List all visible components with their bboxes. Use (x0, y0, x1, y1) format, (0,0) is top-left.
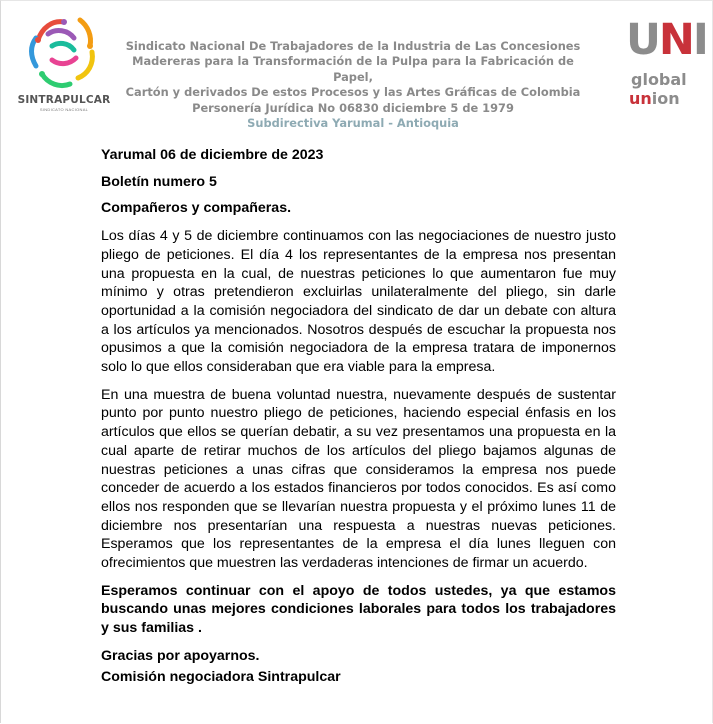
signature: Comisión negociadora Sintrapulcar (101, 669, 341, 685)
header-line-1: Sindicato Nacional De Trabajadores de la Industria de Las Concesiones (125, 39, 581, 53)
thanks-line: Gracias por apoyarnos. (101, 647, 260, 664)
letter-date: Yarumal 06 de diciembre de 2023 (101, 147, 324, 163)
header-line-3: Cartón y derivados De estos Procesos y las Artes Gráficas de Colombia (125, 85, 581, 100)
uni-letters: UNI (626, 15, 707, 65)
logo-submark: SINDICATO NACIONAL (39, 107, 89, 112)
header-line-2: Madereras para la Transformación de la Pulpa para la Fabricación de Papel, (132, 54, 574, 84)
bulletin-number: Boletín numero 5 (101, 173, 217, 190)
union-header (118, 39, 588, 131)
sintrapulcar-logo (14, 12, 114, 112)
greeting: Compañeros y compañeras. (101, 200, 292, 217)
colorful-hands-map-icon (22, 12, 106, 94)
logo-global-text: global (631, 70, 687, 89)
paragraph-goodwill: En una muestra de buena voluntad nuestra, nuevamente después de sustentar punto por punto nuestro pliego de peticiones, haciendo especial énfasis en los artículos que ellos se querían debatir, a su vez presentamos una propuesta en la cual aparte de retirar muchos de los artículos del pliego bajamos algunas de nuestras peticiones a unas cifras que consideramos la empresa nos puede conceder de acuerdo a los estados financieros por todos conocidos. Es así como ellos nos responden que se llevarían nuestra propuesta y el próximo lunes 11 de diciembre nos presentarían una respuesta a nuestras nuevas peticiones. Esperamos que los representantes de la empresa el día lunes lleguen con ofrecimientos que muestren las verdaderas intenciones de firmar un acuerdo. (101, 386, 616, 572)
paragraph-negotiations: Los días 4 y 5 de diciembre continuamos con las negociaciones de nuestro justo pliego de peticiones. El día 4 los representantes de la empresa nos presentan una propuesta en la cual, de nuestras peticiones lo que aumentaron fue muy mínimo y otras pretendieron excluirlas unilateralmente del pliego, sin darle oportunidad a la comisión negociadora del sindicato de dar un debate con altura a los artículos ya mencionados. Nosotros después de escuchar la propuesta nos opusimos a que la comisión negociadora de la empresa tratara de imponernos solo lo que ellos consideraban que era viable para la empresa. (101, 228, 616, 376)
logo-wordmark: SINTRAPULCAR (17, 94, 111, 106)
closing-statement: Esperamos continuar con el apoyo de todos ustedes, ya que estamos buscando unas mejores condiciones laborales para todos los trabajadores y sus familias . (101, 582, 616, 637)
header-subdirective: Subdirectiva Yarumal - Antioquia (247, 116, 459, 131)
logo-union-text: union (629, 89, 680, 108)
letter-body (101, 146, 616, 666)
uni-global-union-logo (626, 15, 707, 110)
header-line-4: Personería Jurídica No 06830 diciembre 5 de 1979 (192, 100, 514, 115)
